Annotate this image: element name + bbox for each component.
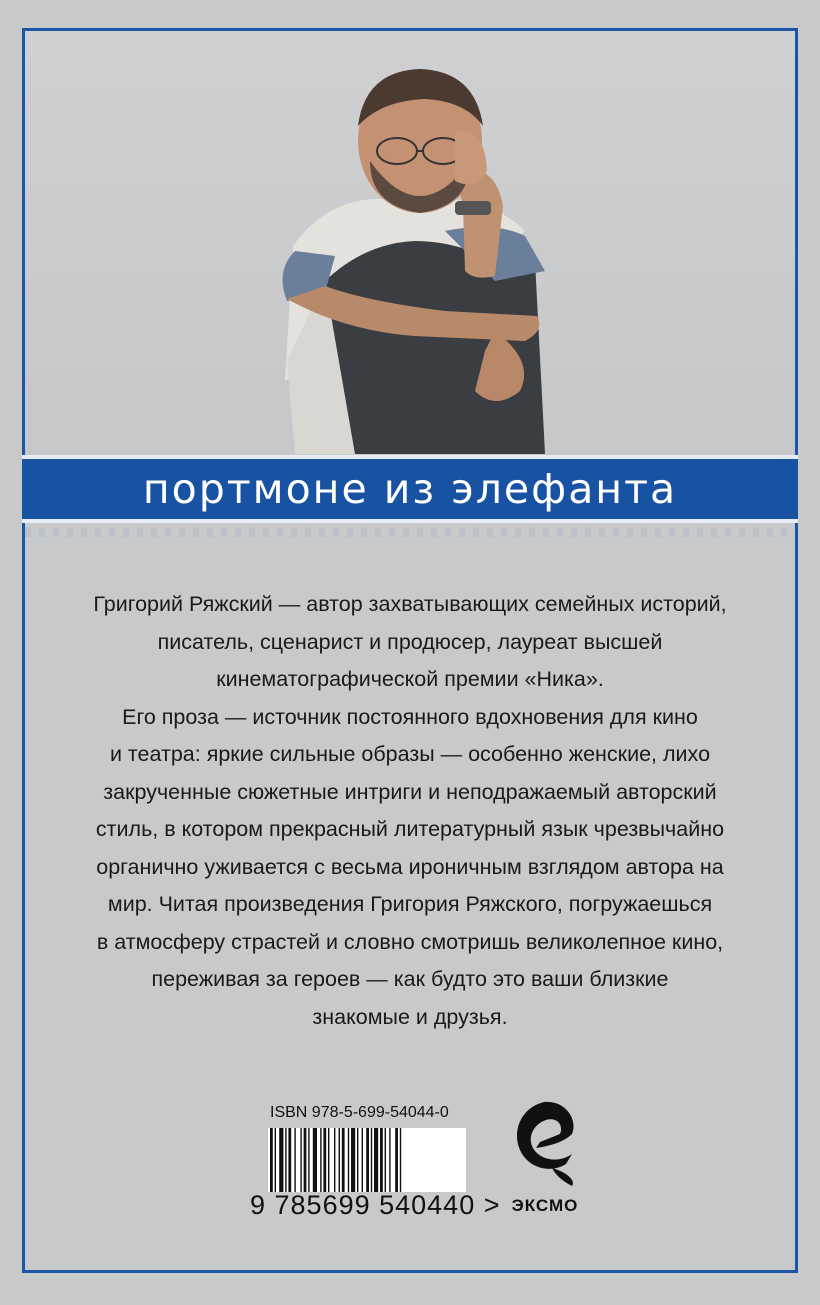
barcode-bar — [288, 1128, 291, 1192]
barcode-bar — [351, 1128, 355, 1192]
barcode-bar — [285, 1128, 286, 1192]
barcode-bar — [366, 1128, 369, 1192]
barcode-bar — [294, 1128, 295, 1192]
barcode-bar — [320, 1128, 321, 1192]
book-blurb — [60, 586, 760, 1036]
barcode-bar — [400, 1128, 401, 1192]
decorative-ticks — [25, 527, 795, 537]
isbn-label: ISBN 978-5-699-54044-0 — [270, 1104, 449, 1121]
barcode-bar — [328, 1128, 329, 1192]
barcode-bar — [275, 1128, 276, 1192]
barcode — [268, 1128, 466, 1192]
barcode-bar — [385, 1128, 386, 1192]
barcode-bar — [371, 1128, 372, 1192]
publisher-name: ЭКСМО — [511, 1196, 579, 1215]
blurb-line: переживая за героев — как будто это ваши близкие — [151, 967, 669, 991]
barcode-bar — [380, 1128, 383, 1192]
author-photo-illustration — [25, 31, 795, 454]
barcode-bar — [374, 1128, 378, 1192]
barcode-bar — [334, 1128, 335, 1192]
blurb-line: закрученные сюжетные интриги и неподражаемый авторский — [103, 779, 717, 804]
barcode-bars — [268, 1128, 466, 1192]
barcode-bar — [323, 1128, 326, 1192]
blurb-line: мир. Читая произведения Григория Ряжского, погружаешься — [107, 892, 713, 916]
barcode-bar — [342, 1128, 345, 1192]
blurb-line: писатель, сценарист и продюсер, лауреат высшей — [157, 629, 663, 654]
barcode-bar — [308, 1128, 309, 1192]
blurb-line: Григорий Ряжский — автор захватывающих семейных историй, — [93, 592, 727, 616]
barcode-bar — [313, 1128, 317, 1192]
title-band — [22, 455, 798, 523]
blurb-line: кинематографической премии «Ника». — [216, 667, 604, 691]
author-photo — [25, 31, 795, 454]
blurb-line: стиль, в котором прекрасный литературный язык чрезвычайно — [95, 817, 725, 841]
blurb-line: в атмосферу страстей и словно смотришь великолепное кино, — [96, 929, 724, 954]
barcode-digits: 9 785699 540440 > — [250, 1190, 501, 1220]
blurb-line: и театра: яркие сильные образы — особенно женские, лихо — [109, 742, 711, 766]
barcode-bar — [357, 1128, 358, 1192]
barcode-bar — [279, 1128, 283, 1192]
barcode-bar — [300, 1128, 301, 1192]
barcode-bar — [348, 1128, 349, 1192]
barcode-bar — [362, 1128, 363, 1192]
barcode-bar — [339, 1128, 340, 1192]
barcode-bar — [395, 1128, 398, 1192]
blurb-line: знакомые и друзья. — [312, 1004, 508, 1029]
blurb-line: Его проза — источник постоянного вдохновения для кино — [122, 704, 698, 729]
barcode-bar — [389, 1128, 390, 1192]
barcode-bar — [270, 1128, 273, 1192]
book-title: портмоне из элефанта — [142, 465, 678, 513]
blurb-line: органично уживается с весьма ироничным взглядом автора на — [96, 854, 724, 879]
barcode-bar — [304, 1128, 307, 1192]
eksmo-logo-icon — [506, 1098, 582, 1193]
